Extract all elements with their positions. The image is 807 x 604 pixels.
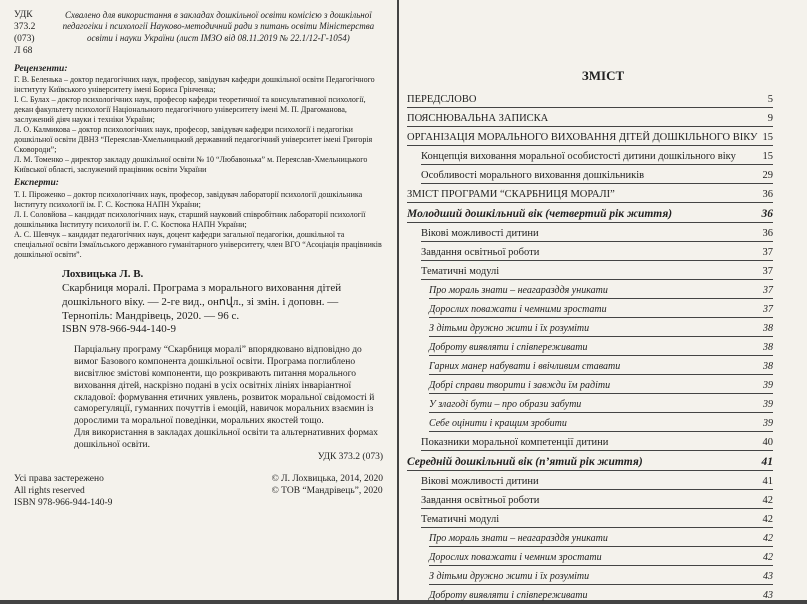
toc-entry-page: 29 (762, 170, 773, 181)
toc-entry-title: З дітьми дружно жити і їх розуміти (429, 323, 590, 334)
toc-entry-page: 42 (763, 552, 773, 563)
toc-entry-page: 39 (763, 399, 773, 410)
toc-entry-page: 37 (763, 285, 773, 296)
toc-entry-page: 43 (763, 590, 773, 601)
toc-entry (429, 321, 773, 337)
toc-title: ЗМІСТ (581, 68, 625, 83)
reviewers-heading: Рецензенти: (14, 63, 68, 74)
toc-entry (421, 435, 773, 451)
toc-entry-title: ОРГАНІЗАЦІЯ МОРАЛЬНОГО ВИХОВАННЯ ДІТЕЙ ДОШКІЛЬНОГО ВІКУ (407, 132, 758, 143)
toc-entry-title: Добрі справи творити і завжди їм радіти (429, 380, 611, 391)
toc-entry (407, 454, 773, 471)
toc-entry (421, 264, 773, 280)
toc-entry-title: Себе оцінити і кращим зробити (429, 418, 567, 429)
experts-heading: Експерти: (14, 178, 59, 189)
toc-entry-page: 9 (767, 113, 773, 124)
copyright1: © Л. Лохвицька, 2014, 2020 (271, 473, 383, 484)
toc-entry-title: ЗМІСТ ПРОГРАМИ “СКАРБНИЦЯ МОРАЛІ” (407, 189, 615, 200)
toc-entry-title: ПЕРЕДСЛОВО (407, 94, 477, 105)
toc-entry-page: 36 (761, 208, 773, 220)
right-page (399, 0, 807, 600)
rec-item: Л. М. Томенко – директор закладу дошкільної освіти № 10 “Любавонька” м. Переяслав-Хмельницького Київської області, заслужений працівник освіти України (14, 155, 368, 175)
toc-entry-page: 41 (761, 456, 773, 468)
toc-entry-page: 15 (762, 132, 773, 143)
toc (407, 92, 773, 604)
toc-entry-page: 42 (762, 495, 773, 506)
toc-entry-page: 42 (763, 533, 773, 544)
toc-entry-title: Показники моральної компетенції дитини (421, 437, 609, 448)
udk: УДК 373.2 (073) (14, 10, 36, 44)
toc-entry-title: Вікові можливості дитини (421, 228, 539, 239)
isbn2: ISBN 978-966-944-140-9 (14, 497, 113, 508)
toc-entry (429, 588, 773, 604)
approval: Схвалено для використання в закладах дошкільної освіти комісією з дошкільної педагогіки і психології Науково-методичний ради з питань освіти Міністерства освіти і науки України (лист ІМЗО від 08.11.2019 № 22.1/12-Г-1054) (62, 10, 375, 43)
toc-entry (429, 397, 773, 413)
toc-entry-title: Гарних манер набувати і ввічливим ставати (429, 361, 621, 372)
toc-entry (429, 416, 773, 432)
toc-entry-title: ПОЯСНЮВАЛЬНА ЗАПИСКА (407, 113, 549, 124)
toc-entry-title: Доброту виявляти і співпереживати (429, 342, 588, 353)
toc-entry-page: 39 (763, 380, 773, 391)
toc-entry (407, 92, 773, 108)
toc-entry (429, 531, 773, 547)
exp-item: Т. І. Піроженко – доктор психологічних наук, професор, завідувач лабораторії психології дошкільника Інституту психології ім. Г. С. Костюка НАПН України; (14, 190, 363, 210)
toc-entry-page: 37 (763, 304, 773, 315)
toc-entry (421, 512, 773, 528)
toc-entry-title: Про мораль знати – неагаразддя уникати (429, 533, 608, 544)
toc-entry (429, 569, 773, 585)
toc-entry (407, 206, 773, 223)
toc-entry-title: Середній дошкільний вік (п’ятий рік життя) (407, 456, 643, 468)
toc-entry-title: Доброту виявляти і співпереживати (429, 590, 588, 601)
experts (14, 190, 383, 260)
toc-entry (421, 474, 773, 490)
toc-entry-title: У злагоді бути – про образи забути (429, 399, 582, 410)
toc-entry-page: 36 (762, 228, 773, 239)
toc-entry-page: 5 (767, 94, 773, 105)
toc-entry-page: 38 (763, 361, 773, 372)
toc-entry-page: 37 (762, 247, 773, 258)
toc-entry-title: Про мораль знати – неагаразддя уникати (429, 285, 608, 296)
toc-entry-title: Тематичні модулі (421, 266, 500, 277)
exp-item: Л. І. Соловйова – кандидат психологічних наук, старший науковий співробітник лабораторії психології дошкільника Інституту психології ім. Г. С. Костюка НАПН України; (14, 210, 366, 230)
toc-entry-page: 38 (763, 342, 773, 353)
rec-item: Л. О. Калмикова – доктор психологічних наук, професор, завідувач кафедри психології і педагогіки дошкільної освіти ДВНЗ “Переяслав-Хмельницький державний педагогічний університет імені Григорія Сковороди”; (14, 125, 373, 155)
toc-entry-title: Дорослих поважати і чемними зростати (429, 304, 607, 315)
isbn: ISBN 978-966-944-140-9 (62, 323, 176, 336)
toc-entry-page: 39 (763, 418, 773, 429)
toc-entry-title: Завдання освітньої роботи (421, 247, 540, 258)
toc-entry (421, 226, 773, 242)
abstract: Парціальну програму “Скарбниця моралі” впорядковано відповідно до вимог Базового компонента дошкільної освіти. Програма поглиблено висвітлює змістові компоненти, що розкривають питання морального виховання дітей, наскрізно подані в усіх освітніх лініях інваріантної складової: формування етичних уявлень, розвиток моральної свідомості й саморегуляції, гуманних почуттів і емоцій, навичок моральних взаємин із дорослими та моральної поведінки, моральних якостей тощо. (74, 345, 375, 427)
toc-entry (429, 378, 773, 394)
rec-item: Г. В. Беленька – доктор педагогічних наук, професор, завідувач кафедри дошкільної освіти Педагогічного інституту Київського університету імені Бориса Грінченка; (14, 75, 375, 95)
toc-entry-page: 36 (762, 189, 773, 200)
toc-entry (421, 245, 773, 261)
author: Лохвицька Л. В. (62, 268, 144, 281)
toc-entry-page: 37 (762, 266, 773, 277)
udk2: УДК 373.2 (073) (317, 451, 383, 462)
toc-entry-title: Дорослих поважати і чемним зростати (429, 552, 602, 563)
l68: Л 68 (14, 45, 33, 56)
left-page (0, 0, 397, 600)
toc-entry (407, 130, 773, 146)
toc-entry-page: 42 (762, 514, 773, 525)
rights: Усі права застережено (14, 473, 104, 484)
toc-entry (429, 283, 773, 299)
rec-item: І. С. Булах – доктор психологічних наук, професор кафедри теоретичної та консультативної психології, декан факультету психології Національного педагогічного університету імені М. П. Драгоманова, заслужений діяч науки і техніки України; (14, 95, 366, 125)
toc-entry (421, 493, 773, 509)
toc-entry (421, 149, 773, 165)
toc-entry-page: 43 (763, 571, 773, 582)
toc-entry-title: Концепція виховання моральної особистості дитини дошкільного віку (421, 151, 736, 162)
rights-en: All rights reserved (14, 485, 85, 496)
copyright2: © ТОВ “Мандрівець”, 2020 (271, 485, 383, 496)
toc-entry-page: 38 (763, 323, 773, 334)
toc-entry (429, 340, 773, 356)
toc-entry-title: Тематичні модулі (421, 514, 500, 525)
toc-entry (429, 359, 773, 375)
toc-entry-page: 15 (762, 151, 773, 162)
toc-entry-title: Особливості морального виховання дошкільників (421, 170, 645, 181)
toc-entry-page: 40 (762, 437, 773, 448)
toc-entry-title: Вікові можливості дитини (421, 476, 539, 487)
biblio: Скарбниця моралі. Програма з морального виховання дітей дошкільного віку. — 2-ге вид., онովл., зі змін. і доповн. — Тернопіль: Мандрівець, 2020. — 96 с. (62, 282, 342, 322)
toc-entry-title: З дітьми дружно жити і їх розуміти (429, 571, 590, 582)
usage: Для використання в закладах дошкільної освіти та альтернативних формах дошкільної освіти. (74, 428, 378, 450)
toc-entry-title: Завдання освітньої роботи (421, 495, 540, 506)
toc-entry (429, 302, 773, 318)
toc-entry (407, 111, 773, 127)
toc-entry (429, 550, 773, 566)
toc-entry (407, 187, 773, 203)
reviewers (14, 75, 383, 175)
exp-item: А. С. Шевчук – кандидат педагогічних наук, доцент кафедри загальної педагогіки, дошкільної та спеціальної освіти Ізмаїльського державного гуманітарного університету, член ВГО “Асоціація працівників дошкільної освіти”. (14, 230, 382, 260)
toc-entry (421, 168, 773, 184)
toc-entry-title: Молодший дошкільний вік (четвертий рік життя) (407, 208, 673, 220)
toc-entry-page: 41 (762, 476, 773, 487)
